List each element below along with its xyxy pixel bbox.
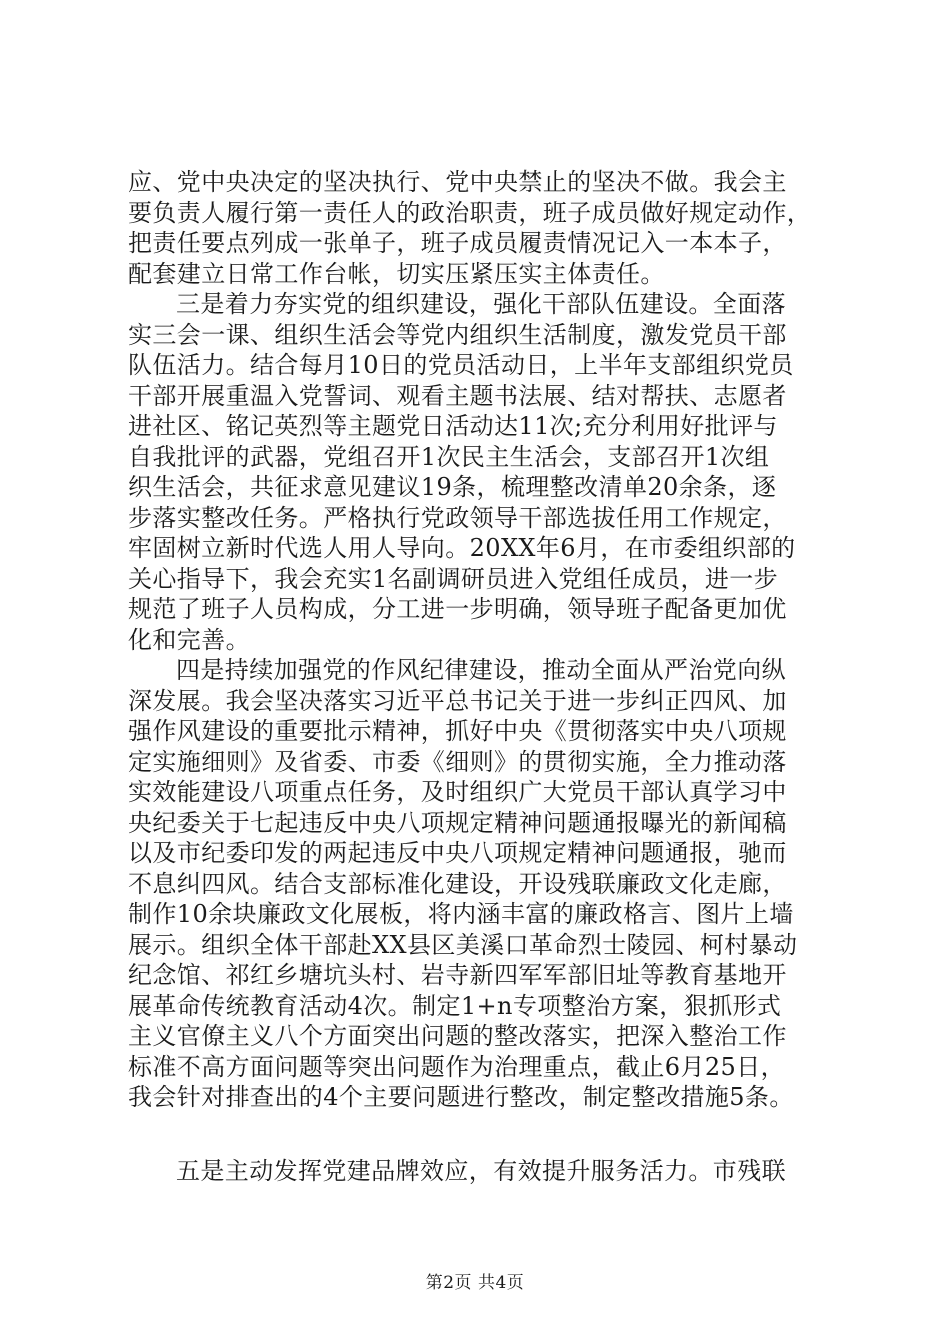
document-body [128, 167, 848, 1186]
text-line: 关心指导下，我会充实1名副调研员进入党组任成员，进一步 [128, 564, 779, 593]
text-line: 制作10余块廉政文化展板，将内涵丰富的廉政格言、图片上墙 [128, 900, 794, 928]
text-line: 纪念馆、祁红乡塘坑头村、岩寺新四军军部旧址等教育基地开 [128, 961, 787, 989]
text-line: 实三会一课、组织生活会等党内组织生活制度，激发党员干部 [128, 320, 787, 349]
text-line: 央纪委关于七起违反中央八项规定精神问题通报曝光的新闻稿 [128, 808, 787, 837]
text-line: 展革命传统教育活动4次。制定1+n专项整治方案，狠抓形式 [128, 991, 782, 1020]
text-line: 不息纠四风。结合支部标准化建设，开设残联廉政文化走廊， [128, 869, 787, 898]
text-line: 标准不高方面问题等突出问题作为治理重点，截止6月25日， [128, 1052, 786, 1081]
text-line: 我会针对排查出的4个主要问题进行整改，制定整改措施5条。 [128, 1083, 794, 1111]
text-line: 实效能建设八项重点任务，及时组织广大党员干部认真学习中 [128, 778, 787, 806]
paragraph-start-line: 四是持续加强党的作风纪律建设，推动全面从严治党向纵 [176, 656, 786, 684]
text-line: 织生活会，共征求意见建议19条，梳理整改清单20余条，逐 [128, 473, 777, 501]
paragraph-spacer [128, 1113, 848, 1156]
text-line: 应、党中央决定的坚决执行、党中央禁止的坚决不做。我会主 [128, 168, 787, 196]
text-line: 定实施细则》及省委、市委《细则》的贯彻实施，全力推动落 [128, 747, 787, 776]
text-line: 进社区、铭记英烈等主题党日活动达11次;充分利用好批评与 [128, 412, 778, 440]
text-line: 干部开展重温入党誓词、观看主题书法展、结对帮扶、志愿者 [128, 381, 787, 410]
paragraph-start-line: 五是主动发挥党建品牌效应，有效提升服务活力。市残联 [176, 1156, 786, 1185]
text-line: 步落实整改任务。严格执行党政领导干部选拔任用工作规定， [128, 503, 787, 532]
text-line: 牢固树立新时代选人用人导向。20XX年6月，在市委组织部的 [128, 534, 796, 562]
text-line: 规范了班子人员构成，分工进一步明确，领导班子配备更加优 [128, 595, 787, 623]
text-line: 配套建立日常工作台帐，切实压紧压实主体责任。 [128, 259, 665, 288]
text-line: 队伍活力。结合每月10日的党员活动日，上半年支部组织党员 [128, 351, 794, 379]
text-line: 把责任要点列成一张单子，班子成员履责情况记入一本本子， [128, 229, 787, 257]
text-line: 要负责人履行第一责任人的政治职责，班子成员做好规定动作， [128, 198, 812, 227]
paragraph-start-line: 三是着力夯实党的组织建设，强化干部队伍建设。全面落 [176, 290, 786, 318]
page-footer: 第2页 共4页 [425, 1273, 525, 1293]
text-line: 深发展。我会坚决落实习近平总书记关于进一步纠正四风、加 [128, 686, 787, 715]
text-line: 强作风建设的重要批示精神，抓好中央《贯彻落实中央八项规 [128, 717, 787, 745]
text-line: 以及市纪委印发的两起违反中央八项规定精神问题通报，驰而 [128, 839, 787, 867]
text-line: 化和完善。 [128, 625, 250, 654]
text-line: 自我批评的武器，党组召开1次民主生活会，支部召开1次组 [128, 442, 770, 471]
text-line: 主义官僚主义八个方面突出问题的整改落实，把深入整治工作 [128, 1022, 787, 1050]
text-line: 展示。组织全体干部赴XX县区美溪口革命烈士陵园、柯村暴动 [128, 930, 798, 959]
